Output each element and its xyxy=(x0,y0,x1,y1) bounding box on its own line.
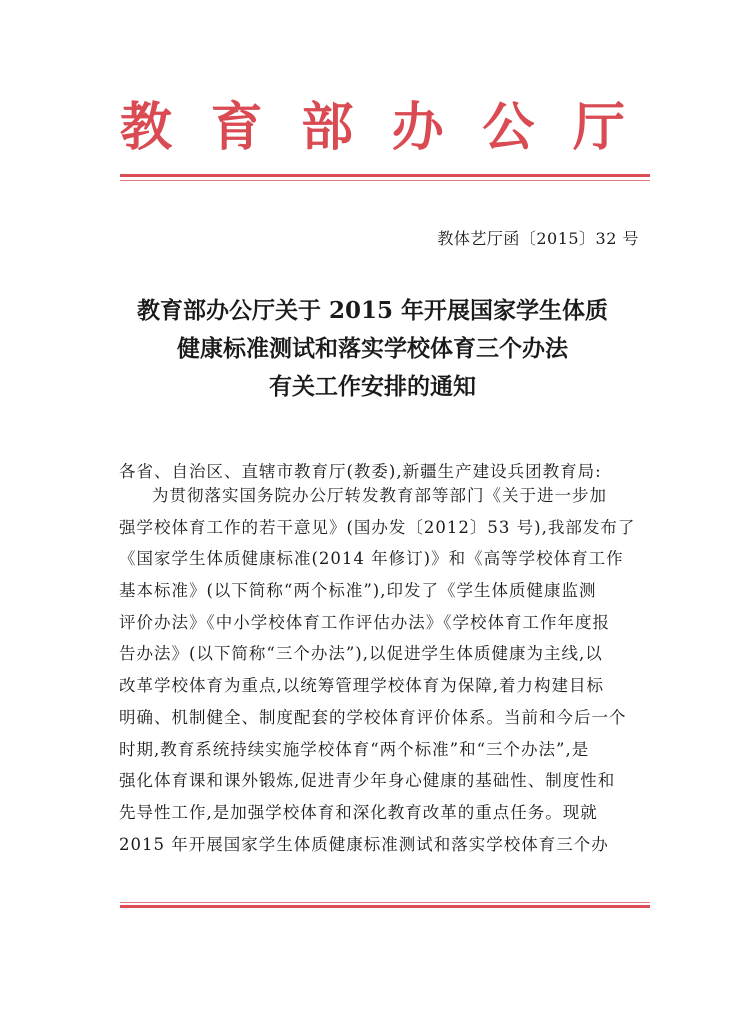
document-number: 教体艺厅函〔2015〕32 号 xyxy=(437,229,639,248)
body-line: 明确、机制健全、制度配套的学校体育评价体系。当前和今后一个 xyxy=(119,707,627,727)
body-line: 告办法》(以下简称“三个办法”),以促进学生体质健康为主线,以 xyxy=(119,644,603,664)
header-red-rule-thin xyxy=(120,180,650,181)
header-char: 厅 xyxy=(572,97,625,158)
body-line: 基本标准》(以下简称“两个标准”),印发了《学生体质健康监测 xyxy=(119,581,597,601)
header-char: 教 xyxy=(120,97,173,158)
issuing-office-header xyxy=(120,92,625,164)
document-title xyxy=(110,292,635,406)
addressee-line: 各省、自治区、直辖市教育厅(教委),新疆生产建设兵团教育局: xyxy=(119,462,602,481)
body-line: 《国家学生体质健康标准(2014 年修订)》和《高等学校体育工作 xyxy=(119,549,624,569)
title-line: 教育部办公厅关于 2015 年开展国家学生体质 xyxy=(136,297,609,324)
title-line: 有关工作安排的通知 xyxy=(269,373,476,400)
body-line: 先导性工作,是加强学校体育和深化教育改革的重点任务。现就 xyxy=(119,802,598,822)
body-line: 时期,教育系统持续实施学校体育“两个标准”和“三个办法”,是 xyxy=(119,739,590,759)
body-line: 为贯彻落实国务院办公厅转发教育部等部门《关于进一步加 xyxy=(152,486,607,505)
header-char: 育 xyxy=(210,97,263,158)
header-char: 办 xyxy=(391,97,444,158)
body-line: 评价办法》《中小学校体育工作评估办法》《学校体育工作年度报 xyxy=(119,612,610,632)
body-line: 2015 年开展国家学生体质健康标准测试和落实学校体育三个办 xyxy=(119,834,609,854)
header-red-rule-thick xyxy=(120,174,650,177)
body-paragraph xyxy=(119,480,639,860)
body-line: 强学校体育工作的若干意见》(国办发〔2012〕53 号),我部发布了 xyxy=(119,517,636,537)
footer-red-rule-thin xyxy=(120,902,650,903)
body-line: 改革学校体育为重点,以统筹管理学校体育为保障,着力构建目标 xyxy=(119,676,604,696)
header-char: 部 xyxy=(301,97,354,158)
title-line: 健康标准测试和落实学校体育三个办法 xyxy=(177,335,568,362)
footer-red-rule-thick xyxy=(120,905,650,908)
header-char: 公 xyxy=(482,97,535,158)
body-line: 强化体育课和课外锻炼,促进青少年身心健康的基础性、制度性和 xyxy=(119,771,616,791)
